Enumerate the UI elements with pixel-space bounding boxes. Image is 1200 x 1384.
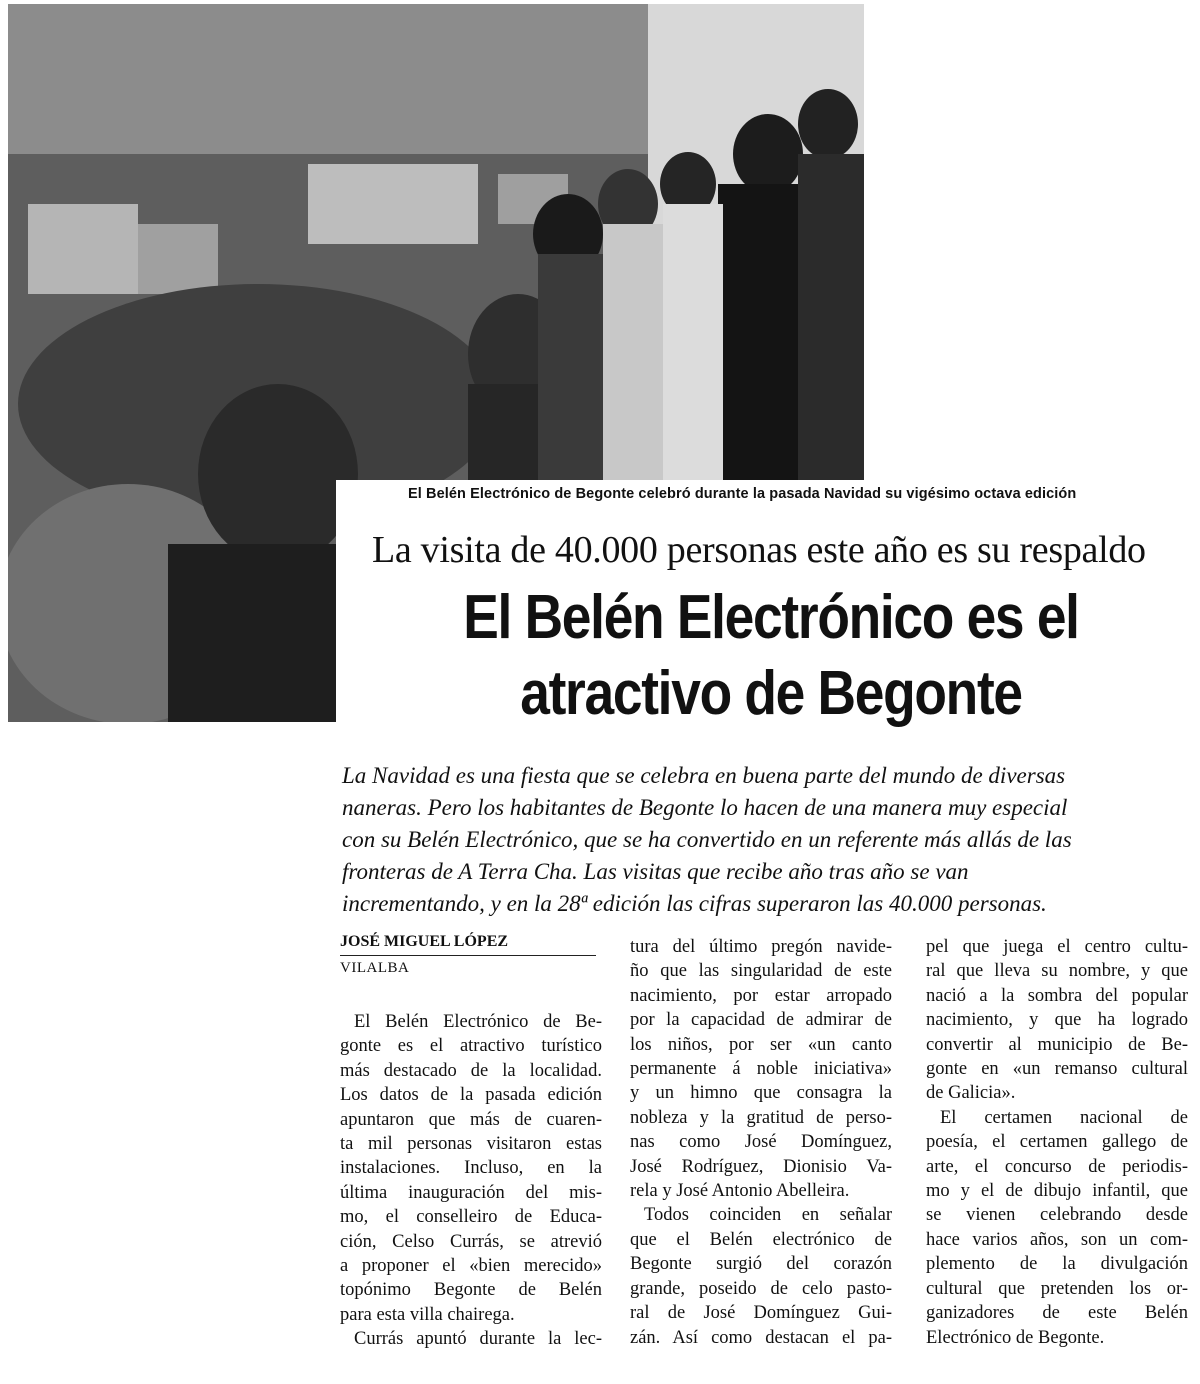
column-line: se vienen celebrando desde [926, 1205, 1188, 1226]
photo-caption: El Belén Electrónico de Begonte celebró durante la pasada Navidad su vigésimo octava edición [408, 486, 1077, 502]
column-line: a proponer el «bien merecido» [340, 1256, 602, 1277]
column-line: nació a la sombra del popular [926, 985, 1188, 1006]
column-line: permanente á noble iniciativa» [630, 1059, 892, 1080]
lead-paragraph [342, 760, 1152, 920]
column-line: de Galicia». [926, 1083, 1016, 1104]
column-line: ta mil personas visitaron estas [340, 1134, 602, 1155]
column-line: última inauguración del mis- [340, 1182, 602, 1203]
column-line: ción, Celso Currás, se atrevió [340, 1231, 602, 1252]
article-column-1 [340, 1010, 602, 1352]
column-line: instalaciones. Incluso, en la [340, 1158, 602, 1179]
column-line: arte, el concurso de periodis- [926, 1156, 1188, 1177]
column-line: pel que juega el centro cultu- [926, 937, 1188, 957]
column-line: convertir al municipio de Be- [926, 1034, 1188, 1055]
column-line: nobleza y la gratitud de perso- [630, 1107, 892, 1128]
column-line: Electrónico de Begonte. [926, 1327, 1105, 1348]
column-line: gonte es el atractivo turístico [340, 1036, 602, 1057]
column-line: ganizadores de este Belén [926, 1303, 1188, 1324]
byline-author: JOSÉ MIGUEL LÓPEZ [340, 933, 596, 956]
headline-line-1: El Belén Electrónico es el [463, 583, 1079, 652]
headline [406, 580, 1137, 732]
column-line: Los datos de la pasada edición [340, 1085, 602, 1106]
column-line: para esta villa chairega. [340, 1304, 515, 1325]
lead-line: incrementando, y en la 28ª edición las cifras superaron las 40.000 personas. [342, 891, 1047, 916]
lead-line: naneras. Pero los habitantes de Begonte lo hacen de una manera muy especial [342, 795, 1068, 820]
column-line: rela y José Antonio Abelleira. [630, 1181, 850, 1202]
column-line: mo, el conselleiro de Educa- [340, 1207, 602, 1228]
column-line: Begonte surgió del corazón [630, 1254, 892, 1275]
column-line: grande, poseido de celo pasto- [630, 1278, 892, 1299]
column-line: los niños, por ser «un canto [630, 1034, 892, 1055]
kicker-subheadline: La visita de 40.000 personas este año es su respaldo [372, 529, 1146, 571]
column-line: tura del último pregón navide- [630, 937, 892, 957]
column-line: El certamen nacional de [940, 1107, 1188, 1128]
column-line: Todos coinciden en señalar [644, 1205, 892, 1226]
headline-line-2: atractivo de Begonte [520, 659, 1022, 728]
column-line: mo y el de dibujo infantil, que [926, 1181, 1188, 1202]
column-line: topónimo Begonte de Belén [340, 1280, 602, 1301]
column-line: más destacado de la localidad. [340, 1060, 602, 1081]
column-line: José Rodríguez, Dionisio Va- [630, 1156, 892, 1177]
byline-place: VILALBA [340, 960, 410, 976]
article-column-3 [926, 935, 1188, 1350]
column-line: que el Belén electrónico de [630, 1229, 892, 1250]
column-line: hace varios años, son un com- [926, 1229, 1188, 1250]
article-column-2 [630, 935, 892, 1350]
column-line: El Belén Electrónico de Be- [354, 1012, 602, 1032]
column-line: ño que las singularidad de este [630, 961, 892, 982]
column-line: nacimiento, por estar arropado [630, 985, 892, 1006]
column-line: Currás apuntó durante la lec- [354, 1329, 602, 1350]
column-line: plemento de la divulgación [926, 1254, 1188, 1275]
column-line: cultural que pretenden los or- [926, 1278, 1188, 1299]
column-line: nacimiento, y que ha logrado [926, 1010, 1188, 1031]
column-line: ral que lleva su nombre, y que [926, 961, 1188, 982]
column-line: poesía, el certamen gallego de [926, 1132, 1188, 1153]
column-line: por la capacidad de admirar de [630, 1010, 892, 1031]
column-line: apuntaron que más de cuaren- [340, 1109, 602, 1130]
lead-line: La Navidad es una fiesta que se celebra en buena parte del mundo de diversas [342, 763, 1066, 788]
lead-line: con su Belén Electrónico, que se ha convertido en un referente más allás de las [342, 827, 1072, 852]
column-line: gonte en «un remanso cultural [926, 1059, 1188, 1080]
column-line: nas como José Domínguez, [630, 1132, 892, 1153]
lead-line: fronteras de A Terra Cha. Las visitas que recibe año tras año se van [342, 859, 969, 884]
column-line: zán. Así como destacan el pa- [630, 1327, 892, 1348]
column-line: ral de José Domínguez Gui- [630, 1303, 892, 1324]
column-line: y un himno que consagra la [630, 1083, 892, 1104]
